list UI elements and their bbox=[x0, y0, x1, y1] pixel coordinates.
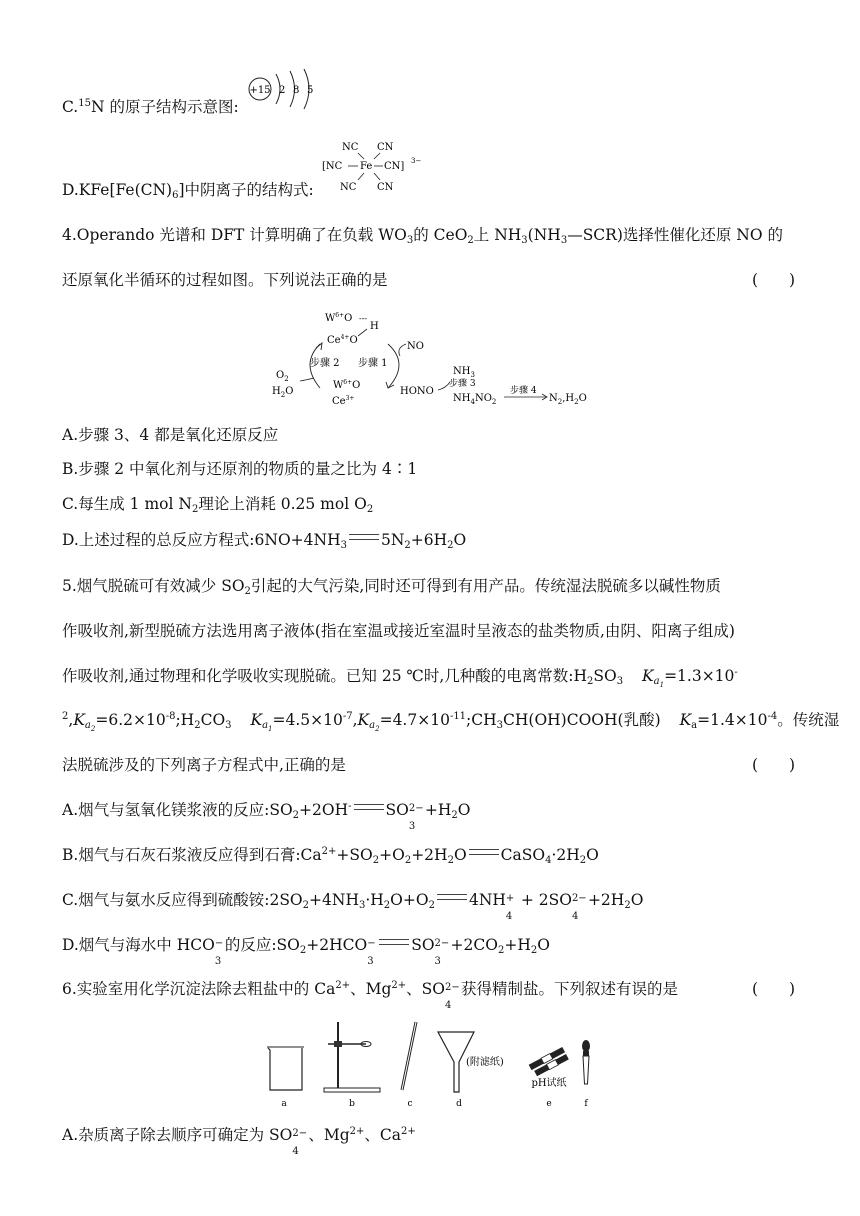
q5-option-a: A.烟气与氢氧化镁浆液的反应$:SO_2+2OH^-$ SO 2− 3 $+H_2O$ bbox=[62, 801, 471, 832]
q4-option-b: B.步骤 2 中氧化剂与还原剂的物质的量之比为 4∶1 bbox=[62, 460, 418, 478]
q5-stem-line-1: 5.烟气脱硫可有效减少 $SO_2$引起的大气污染,同时还可得到有用产品。传统湿法脱硫多以碱性物质 bbox=[62, 577, 721, 597]
q5-option-d: D.烟气与海水中 HCO − 3 的反应$:SO_2+2HCO$ − 3 SO 2− 3 $+2CO_2+H_2O$ bbox=[62, 936, 550, 967]
atom-structure-diagram bbox=[246, 68, 326, 110]
step-3-label: 步骤 3 bbox=[449, 379, 476, 389]
q6-answer-paren: ( ) bbox=[752, 980, 796, 998]
svg-text:H: H bbox=[370, 321, 379, 332]
label-d: d bbox=[456, 1099, 462, 1109]
no-label: NO bbox=[407, 341, 424, 352]
glass-rod-icon bbox=[402, 1022, 416, 1090]
q3-option-c: C.$^{15}$N 的原子结构示意图: bbox=[62, 98, 239, 116]
q5-stem-line-5: 法脱硫涉及的下列离子方程式中,正确的是 bbox=[62, 756, 346, 774]
beaker-icon bbox=[267, 1047, 304, 1090]
ph-paper-icon bbox=[529, 1047, 569, 1077]
svg-text:W6+O: $W^{6+}O$ bbox=[325, 312, 353, 324]
q4-option-c: C.每生成 1 mol $N_2$理论上消耗 0.25 mol $O_2$ bbox=[62, 495, 374, 515]
atom-nucleus-label: +15 bbox=[249, 85, 271, 96]
q5-answer-paren: ( ) bbox=[752, 756, 796, 774]
svg-text:H2O: $H_2O$ bbox=[272, 386, 294, 399]
svg-text:CN: CN bbox=[377, 182, 394, 193]
svg-text:CN]: CN] bbox=[384, 161, 405, 172]
q3-option-d: $D.KFe[Fe(CN)_6]$中阴离子的结构式: bbox=[62, 181, 314, 201]
svg-text:3−: 3− bbox=[411, 157, 422, 165]
svg-text:[NC: [NC bbox=[322, 161, 343, 172]
q5-option-b: B.烟气与石灰石浆液反应得到石膏$:Ca^{2+}+SO_2+O_2+2H_2O$ $CaSO_4\cdot 2H_2O$ bbox=[62, 846, 599, 866]
q5-option-c: C.烟气与氨水反应得到硫酸铵$:2SO_2+4NH_3\cdot H_2O+O_2$ 4NH + 4 + 2SO 2− 4 $+2H_2O$ bbox=[62, 891, 644, 922]
svg-text:CN: CN bbox=[377, 142, 394, 153]
label-c: c bbox=[407, 1099, 413, 1109]
svg-text:O2: $O_2$ bbox=[276, 370, 289, 383]
svg-text:NC: NC bbox=[342, 142, 359, 153]
q4-answer-paren: ( ) bbox=[752, 271, 796, 289]
svg-text:W6+O: $W^{6+}O$ bbox=[333, 379, 361, 391]
svg-text:NH3: $NH_3$ bbox=[453, 366, 475, 379]
svg-text:Ce4+O: $Ce^{4+}O$ bbox=[327, 334, 358, 346]
q4-stem-line-1: 4.Operando 光谱和 DFT 计算明确了在负载 $WO_3$的 CeO$_2$上 $NH_3(NH_3—SCR)$选择性催化还原 NO 的 bbox=[62, 226, 784, 246]
iron-stand-icon bbox=[324, 1022, 380, 1092]
atom-shell-1: 2 bbox=[279, 85, 286, 96]
q5-stem-line-4: $^2,K_{a_2}=6.2\times 10^{-8};H_2CO_3$ $K_{a_1}=4.5\times 10^{-7},K_{a_2}=4.7\times 10^{-11};CH_3CH(OH)COOH$(乳酸) $K_a=1.4\times 10^{-4}$。传统湿 bbox=[62, 711, 840, 733]
catalytic-cycle-diagram bbox=[270, 308, 600, 413]
step-2-label: 步骤 2 bbox=[310, 358, 340, 369]
label-a: a bbox=[281, 1099, 287, 1109]
q4-option-a: A.步骤 3、4 都是氧化还原反应 bbox=[62, 426, 279, 444]
svg-text:NH4NO2: $NH_4NO_2$ bbox=[453, 393, 497, 406]
q6-stem: 6.实验室用化学沉淀法除去粗盐中的 $Ca^{2+}$、$Mg^{2+}$、SO 2− 4 获得精制盐。下列叙述有误的是 bbox=[62, 980, 678, 1011]
svg-text:N2,H2O: $N_2,H_2O$ bbox=[549, 393, 587, 406]
svg-text:Fe: Fe bbox=[360, 161, 373, 172]
atom-shell-2: 8 bbox=[293, 85, 300, 96]
filter-paper-label: (附滤纸) bbox=[466, 1057, 504, 1068]
ferricyanide-structure-diagram bbox=[320, 136, 430, 198]
step-1-label: 步骤 1 bbox=[358, 358, 388, 369]
q6-option-a: A.杂质离子除去顺序可确定为 SO 2− 4 、$Mg^{2+}$、$Ca^{2+}$ bbox=[62, 1126, 416, 1157]
label-b: b bbox=[349, 1099, 355, 1109]
q4-option-d: D.上述过程的总反应方程式$:6NO+4NH_3$ $5N_2+6H_2O$ bbox=[62, 531, 467, 551]
atom-shell-3: 5 bbox=[307, 85, 314, 96]
ph-paper-label: pH试纸 bbox=[531, 1078, 567, 1089]
q5-stem-line-2: 作吸收剂,新型脱硫方法选用离子液体(指在室温或接近室温时呈液态的盐类物质,由阴、阳离子组成) bbox=[62, 622, 735, 640]
label-e: e bbox=[546, 1099, 552, 1109]
q4-stem-line-2: 还原氧化半循环的过程如图。下列说法正确的是 bbox=[62, 271, 388, 289]
label-f: f bbox=[584, 1099, 588, 1109]
hono-label: HONO bbox=[400, 386, 434, 397]
step-4-label: 步骤 4 bbox=[510, 386, 537, 396]
q5-stem-line-3: 作吸收剂,通过物理和化学吸收实现脱硫。已知 25 ℃时,几种酸的电离常数$:H_2SO_3$ $K_{a_1}=1.3\times 10^-$ bbox=[62, 667, 738, 689]
lab-apparatus-figure bbox=[262, 1018, 612, 1110]
svg-text:NC: NC bbox=[340, 182, 357, 193]
svg-text:Ce3+: $Ce^{3+}$ bbox=[332, 395, 355, 407]
dropper-icon bbox=[582, 1040, 590, 1084]
svg-text:---: --- bbox=[359, 314, 368, 323]
